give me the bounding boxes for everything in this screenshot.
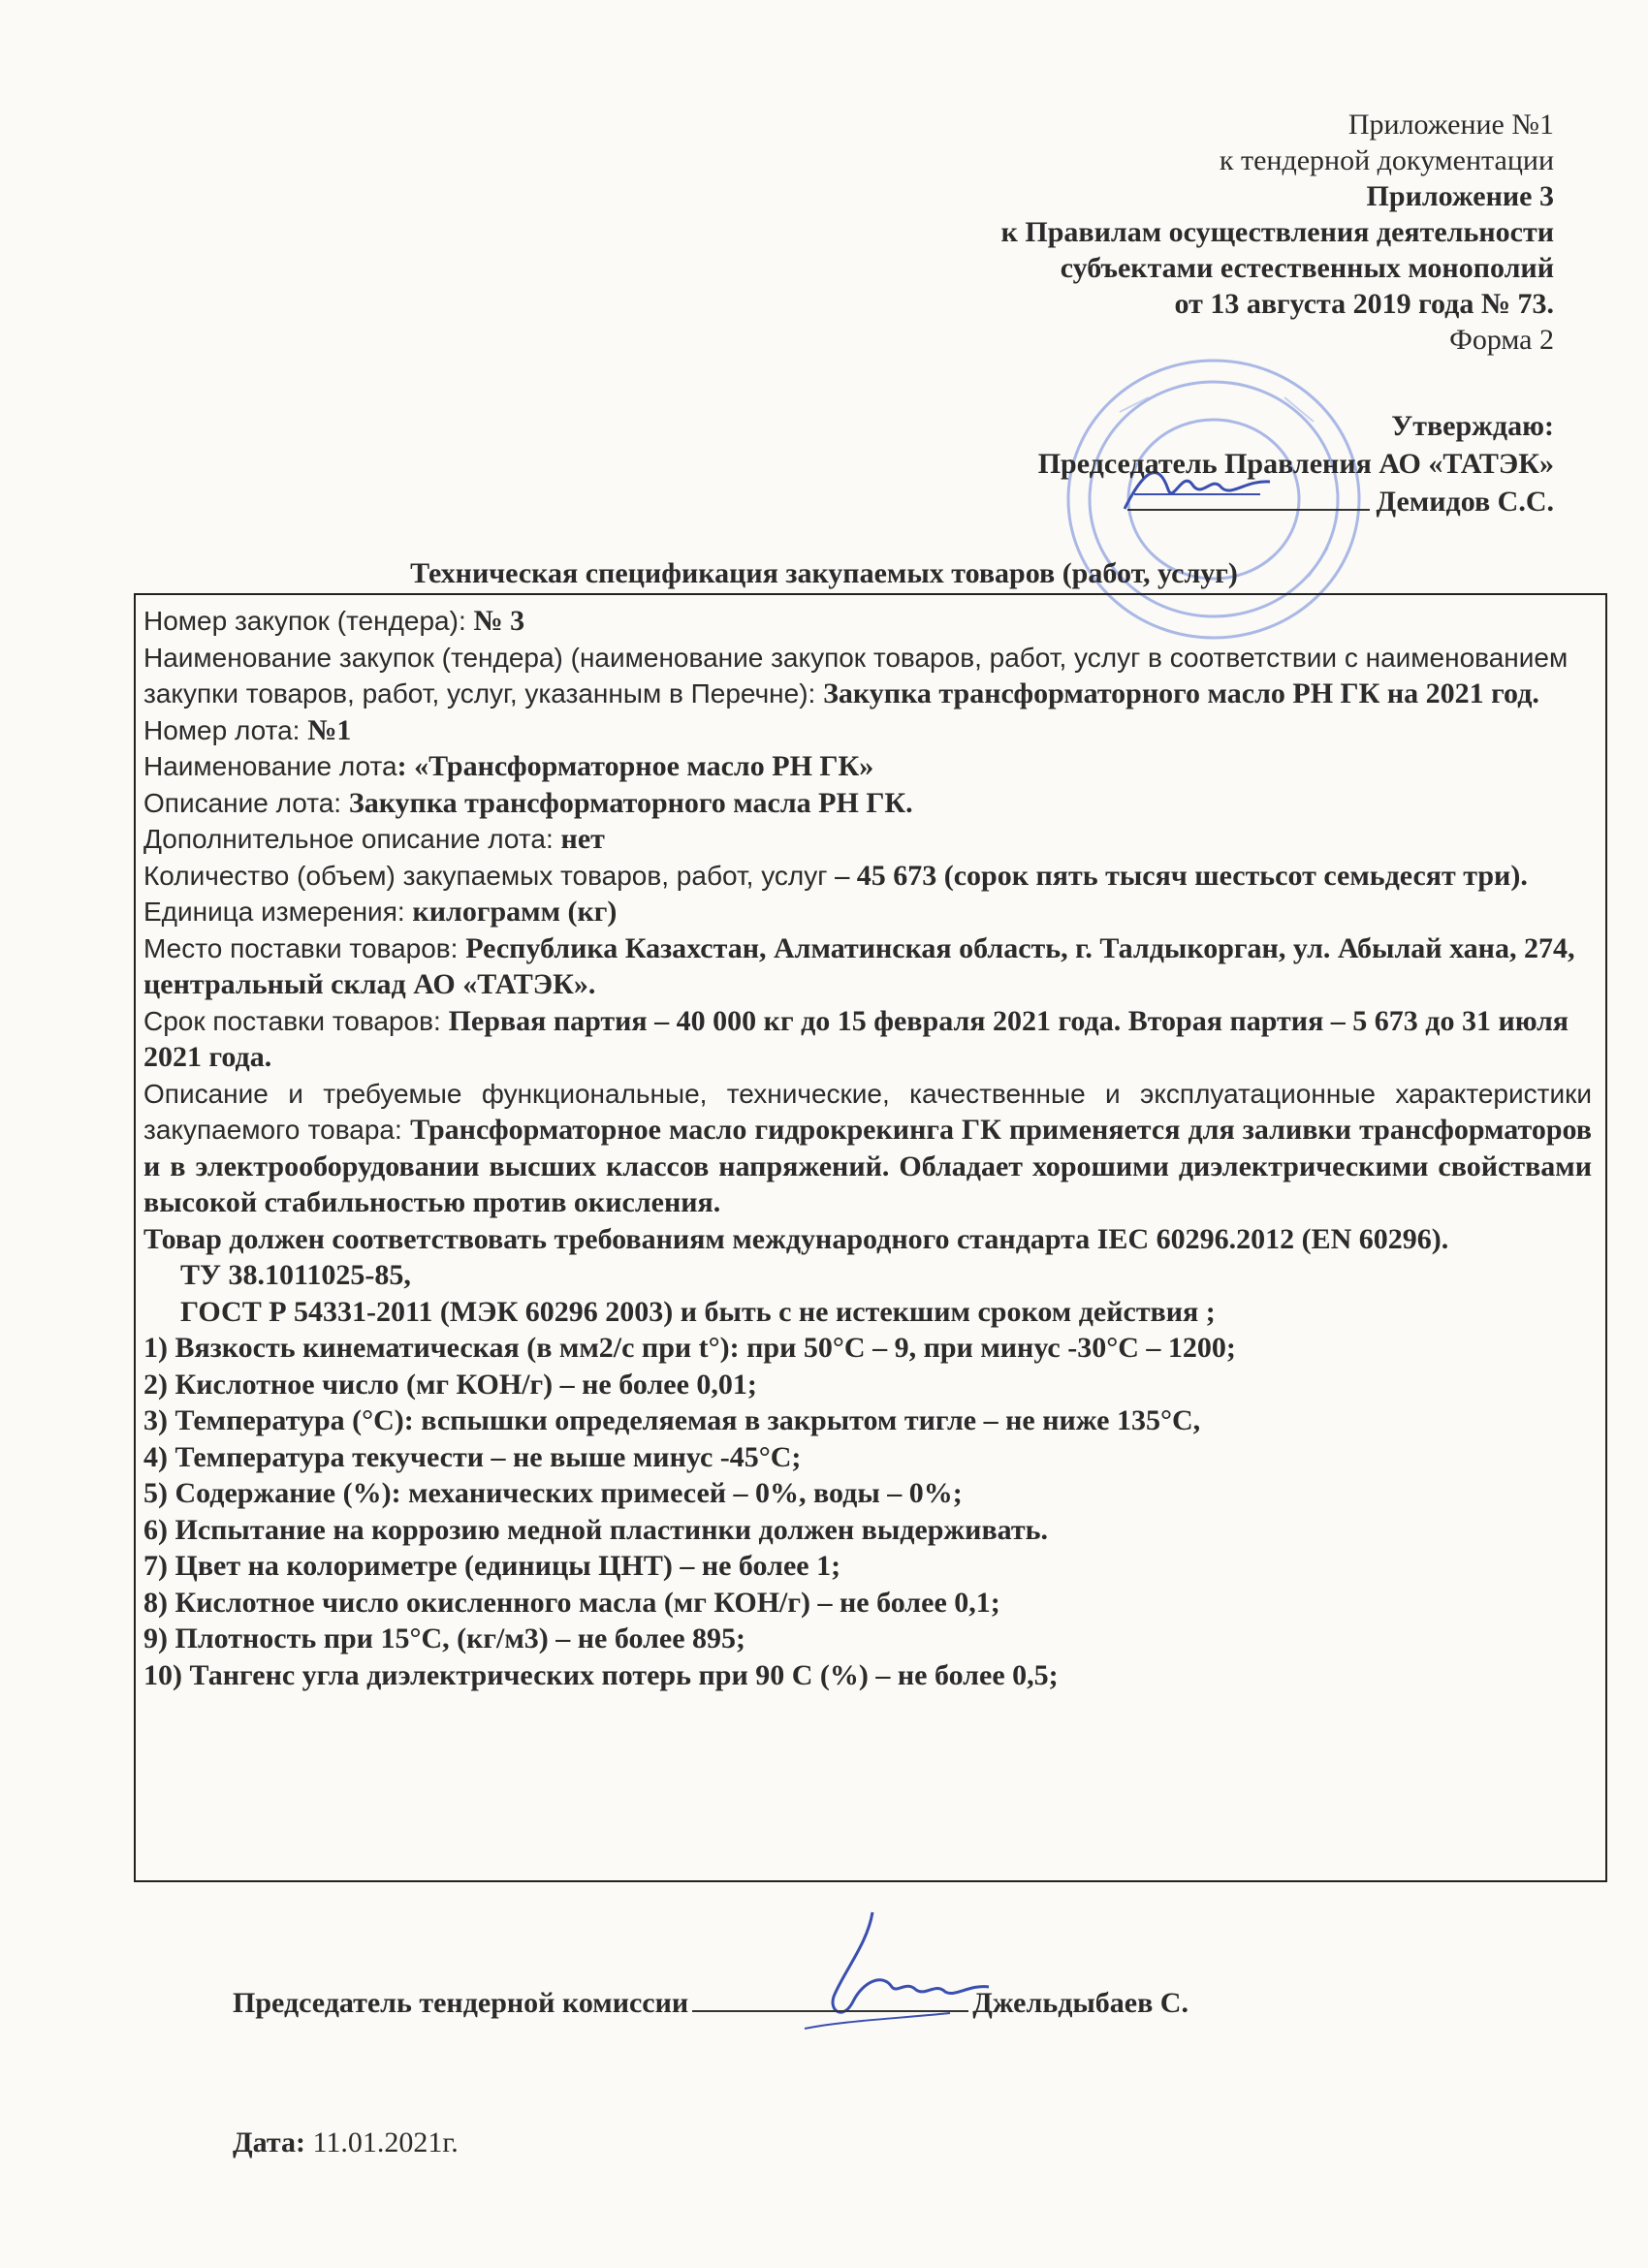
- standard-text: Товар должен соответствовать требованиям международного стандарта IEC 60296.2012 (EN 60296).: [143, 1222, 1449, 1255]
- lot-desc-label: Описание лота:: [143, 787, 349, 818]
- header-line: Приложение 3: [1366, 180, 1554, 212]
- approval-block: [1038, 407, 1554, 520]
- approver-signature-line: [1038, 483, 1554, 520]
- gost-text: ГОСТ Р 54331-2011 (МЭК 60296 2003) и быть с не истекшим сроком действия ;: [180, 1295, 1216, 1328]
- header-line: Приложение №1: [1347, 109, 1554, 141]
- requirement-item: 6) Испытание на коррозию медной пластинки должен выдерживать.: [143, 1513, 1048, 1546]
- qty: – 45 673 (сорок пять тысяч шестьсот семьдесят три).: [835, 859, 1528, 892]
- lot-no-label: Номер лота:: [143, 714, 308, 745]
- date-block: [233, 2126, 459, 2159]
- extra-desc-label: Дополнительное описание лота:: [143, 824, 561, 854]
- requirement-item: 7) Цвет на колориметре (единицы ЦНТ) – не более 1;: [143, 1550, 841, 1582]
- place-label: Место поставки товаров:: [143, 932, 466, 963]
- requirement-item: 1) Вязкость кинематическая (в мм2/с при t°): при 50°С – 9, при минус -30°С – 1200;: [143, 1332, 1236, 1364]
- requirement-item: 2) Кислотное число (мг КОН/г) – не более 0,01;: [143, 1368, 757, 1401]
- header-block: [1001, 107, 1554, 358]
- commission-name: Джельдыбаев С.: [972, 1987, 1188, 2019]
- approver-position: Председатель Правления АО «ТАТЭК»: [1037, 448, 1554, 480]
- document-title: Техническая спецификация закупаемых товаров (работ, услуг): [410, 557, 1238, 589]
- requirement-item: 9) Плотность при 15°С, (кг/м3) – не более 895;: [143, 1622, 746, 1654]
- commission-label: Председатель тендерной комиссии: [233, 1987, 689, 2019]
- date-label: Дата:: [233, 2126, 305, 2158]
- signature-underline: [692, 1985, 968, 2012]
- header-line: Форма 2: [1449, 324, 1554, 356]
- unit-label: Единица измерения:: [143, 897, 413, 927]
- unit: килограмм (кг): [412, 896, 618, 928]
- char-label: Описание и требуемые функциональные, технические, качественные и эксплуатационные характеристики закупаемого товара:: [143, 1078, 1592, 1145]
- tender-no-label: Номер закупок (тендера):: [143, 606, 474, 636]
- requirement-item: 5) Содержание (%): механических примесей – 0%, воды – 0%;: [143, 1477, 963, 1509]
- approver-name: Демидов С.С.: [1376, 486, 1554, 518]
- requirement-item: 8) Кислотное число окисленного масла (мг КОН/г) – не более 0,1;: [143, 1586, 1000, 1619]
- requirement-item: 3) Температура (°С): вспышки определяемая в закрытом тигле – не ниже 135°С,: [143, 1404, 1201, 1436]
- lot-no: №1: [307, 713, 352, 746]
- characteristics: Трансформаторное масло гидрокрекинга ГК применяется для заливки трансформаторов и в электрооборудовании высших классов напряжений. Обладает хорошими диэлектрическими свойствами высокой стабильностью против окисления.: [143, 1114, 1592, 1218]
- requirements-list: [143, 1330, 1592, 1693]
- delivery-place: Республика Казахстан, Алматинская область, г. Талдыкорган, ул. Абылай хана, 274, центральный склад АО «ТАТЭК».: [143, 931, 1575, 1000]
- extra-desc: нет: [560, 823, 605, 855]
- header-line: субъектами естественных монополий: [1060, 252, 1554, 284]
- delivery-term: Первая партия – 40 000 кг до 15 февраля 2021 года. Вторая партия – 5 673 до 31 июля 2021 года.: [143, 1004, 1569, 1073]
- lot-desc: Закупка трансформаторного масла РН ГК.: [348, 786, 913, 819]
- commission-block: [233, 1985, 1188, 2020]
- approve-label: Утверждаю:: [1391, 410, 1554, 442]
- lot-name: : «Трансформаторное масло РН ГК»: [396, 750, 874, 782]
- requirement-item: 10) Тангенс угла диэлектрических потерь при 90 С (%) – не более 0,5;: [143, 1658, 1059, 1691]
- spec-box: [134, 593, 1607, 1882]
- tender-name: Закупка трансформаторного масло РН ГК на 2021 год.: [823, 677, 1539, 709]
- requirement-item: 4) Температура текучести – не выше минус -45°С;: [143, 1440, 802, 1473]
- tu-text: ТУ 38.1011025-85,: [180, 1259, 411, 1291]
- header-line: от 13 августа 2019 года № 73.: [1174, 288, 1554, 320]
- tender-no: № 3: [473, 605, 525, 637]
- term-label: Срок поставки товаров:: [143, 1005, 449, 1036]
- qty-label: Количество (объем) закупаемых товаров, работ, услуг: [143, 860, 836, 891]
- header-line: к тендерной документации: [1219, 144, 1554, 176]
- lot-name-label: Наименование лота: [143, 751, 397, 781]
- date-value: 11.01.2021г.: [304, 2126, 459, 2158]
- tender-name-label: Наименование закупок (тендера) (наименование закупок товаров, работ, услуг в соответствии с наименованием закупки товаров, работ, услуг, указанным в Перечне):: [143, 642, 1569, 709]
- signature-underline: [1127, 484, 1370, 511]
- header-line: к Правилам осуществления деятельности: [1000, 216, 1554, 248]
